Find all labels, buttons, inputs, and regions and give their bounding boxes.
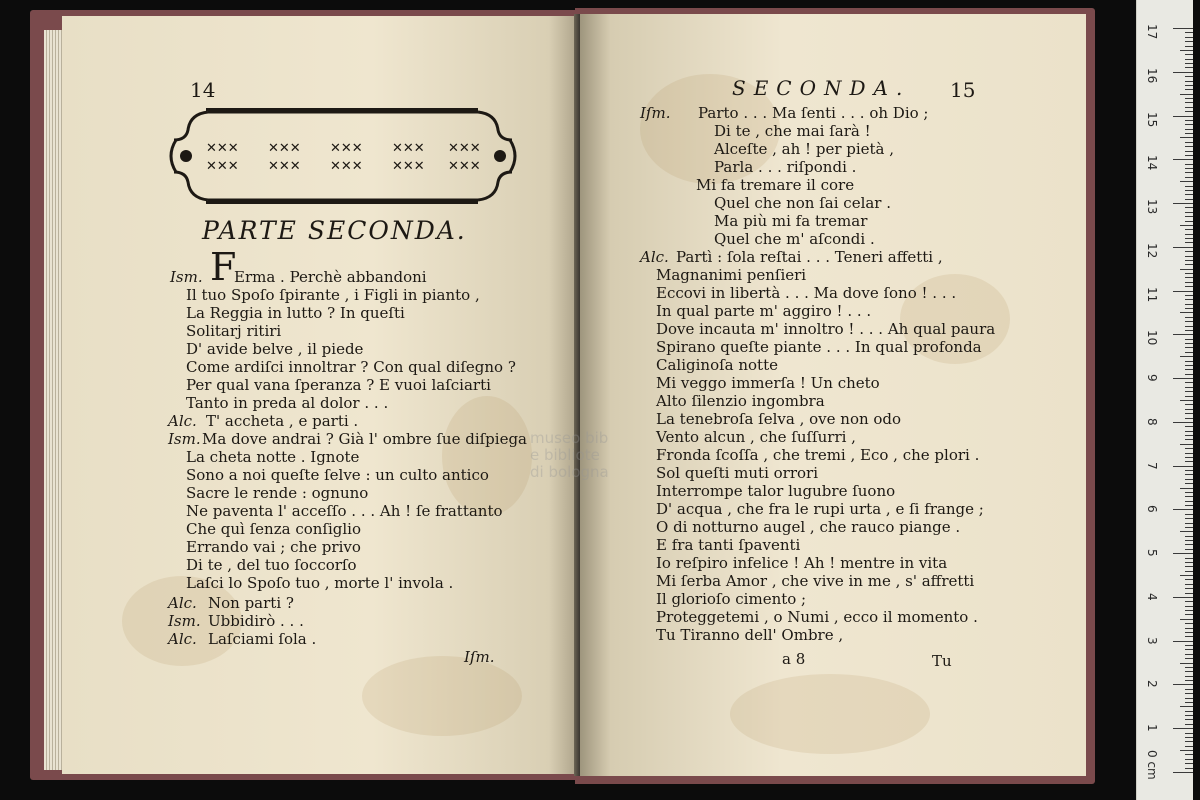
ruler-tick (1185, 562, 1193, 563)
ruler-label: 15 (1145, 111, 1159, 127)
section-title: PARTE SECONDA. (202, 216, 467, 245)
ruler-tick (1185, 361, 1193, 362)
ruler-tick (1185, 107, 1193, 108)
ruler-tick (1180, 137, 1193, 138)
ruler-tick (1180, 312, 1193, 313)
speaker-label: Iſm. (640, 104, 671, 122)
svg-text:✕✕✕: ✕✕✕ (268, 159, 301, 174)
ruler-tick (1185, 321, 1193, 322)
ruler-tick (1173, 772, 1193, 773)
ruler-tick (1185, 273, 1193, 274)
svg-text:✕✕✕: ✕✕✕ (330, 159, 363, 174)
speaker-label: Alc. (168, 594, 197, 612)
ruler-tick (1173, 641, 1193, 642)
ruler-tick (1185, 352, 1193, 353)
speaker-label: Ism. (168, 612, 201, 630)
ruler-tick (1185, 54, 1193, 55)
ruler-tick (1185, 514, 1193, 515)
ruler-tick (1185, 164, 1193, 165)
ruler-tick (1185, 439, 1193, 440)
verse-line: Erma . Perchè abbandoni (234, 268, 427, 286)
ruler-tick (1185, 221, 1193, 222)
left-page (62, 16, 580, 774)
ruler-tick (1185, 474, 1193, 475)
ruler-tick (1185, 374, 1193, 375)
ruler-tick (1185, 759, 1193, 760)
ruler-tick (1185, 741, 1193, 742)
ruler-tick (1185, 98, 1193, 99)
ruler-tick (1185, 396, 1193, 397)
ruler-tick (1185, 431, 1193, 432)
ruler-tick (1185, 702, 1193, 703)
ruler-tick (1185, 724, 1193, 725)
ruler-tick (1185, 536, 1193, 537)
verse-line: T' accheta , e parti . (206, 412, 359, 430)
verse-line: Mi fa tremare il core (696, 176, 855, 194)
ruler-tick (1185, 579, 1193, 580)
ruler-tick (1185, 671, 1193, 672)
ruler-tick (1180, 269, 1193, 270)
ruler-tick (1185, 190, 1193, 191)
ruler-tick (1185, 719, 1193, 720)
ruler-tick (1185, 120, 1193, 121)
ruler-tick (1173, 116, 1193, 117)
ruler-tick (1185, 186, 1193, 187)
ruler-tick (1185, 207, 1193, 208)
ruler-tick (1185, 628, 1193, 629)
ruler-tick (1185, 636, 1193, 637)
ruler-tick (1180, 488, 1193, 489)
ruler-label: 2 (1145, 680, 1159, 689)
ruler-tick (1185, 693, 1193, 694)
ruler-tick (1185, 172, 1193, 173)
ruler-label: 14 (1145, 155, 1159, 171)
verse-line: Laſciami ſola . (208, 630, 317, 648)
verse-line: Interrompe talor lugubre ſuono (656, 482, 896, 500)
ruler-tick (1185, 413, 1193, 414)
ruler-tick (1185, 733, 1193, 734)
verse-line: D' avide belve , il piede (186, 340, 364, 358)
ruler-tick (1180, 225, 1193, 226)
ruler-tick (1185, 282, 1193, 283)
verse-line: Fronda ſcoſſa , che tremi , Eco , che plori . (656, 446, 980, 464)
ruler-label: 4 (1145, 592, 1159, 601)
svg-text:✕✕✕: ✕✕✕ (268, 141, 301, 156)
ruler-tick (1180, 444, 1193, 445)
svg-text:✕✕✕: ✕✕✕ (392, 141, 425, 156)
ruler-tick (1185, 470, 1193, 471)
verse-line: E fra tanti ſpaventi (656, 536, 801, 554)
ruler-tick (1185, 754, 1193, 755)
verse-line: Proteggetemi , o Numi , ecco il momento . (656, 608, 978, 626)
ruler-tick (1185, 365, 1193, 366)
verse-line: Sol queſti muti orrori (656, 464, 819, 482)
paper-stain (362, 656, 522, 736)
ruler-tick (1173, 378, 1193, 379)
ruler-label: 1 (1145, 724, 1159, 732)
ruler-tick (1185, 457, 1193, 458)
verse-line: La tenebroſa ſelva , ove non odo (656, 410, 902, 428)
ruler-tick (1185, 479, 1193, 480)
ruler-tick (1185, 212, 1193, 213)
ruler-tick (1185, 544, 1193, 545)
ruler-tick (1185, 67, 1193, 68)
verse-line: Per qual vana ſperanza ? E vuoi laſciarti (186, 376, 491, 394)
verse-line: La cheta notte . Ignote (186, 448, 360, 466)
ruler-tick (1185, 453, 1193, 454)
ruler-tick (1185, 448, 1193, 449)
verse-line: Tu Tiranno dell' Ombre , (656, 626, 844, 644)
svg-text:✕✕✕: ✕✕✕ (448, 141, 481, 156)
ruler-tick (1185, 89, 1193, 90)
ruler-tick (1180, 750, 1193, 751)
svg-text:✕✕✕: ✕✕✕ (448, 159, 481, 174)
ruler-tick (1185, 501, 1193, 502)
verse-line: Di te , del tuo ſoccorſo (186, 556, 357, 574)
verse-line: Non parti ? (208, 594, 294, 612)
ruler-label: 7 (1145, 461, 1159, 470)
ruler-tick (1185, 584, 1193, 585)
ruler-tick (1185, 571, 1193, 572)
ruler-tick (1173, 203, 1193, 204)
ruler-tick (1185, 404, 1193, 405)
ruler-tick (1185, 295, 1193, 296)
ruler-tick (1180, 356, 1193, 357)
ruler-tick (1185, 102, 1193, 103)
verse-line: D' acqua , che fra le rupi urta , e ſi frange ; (656, 500, 984, 518)
verse-line: Errando vai ; che privo (186, 538, 361, 556)
verse-line: Ma dove andrai ? Già l' ombre ſue diſpiega (202, 430, 527, 448)
page-number: 14 (190, 78, 216, 102)
ruler-tick (1185, 588, 1193, 589)
verse-line: Ma più mi fa tremar (714, 212, 868, 230)
ruler-tick (1185, 426, 1193, 427)
verse-line: Vento alcun , che ſuſſurri , (656, 428, 856, 446)
ruler-tick (1185, 343, 1193, 344)
ruler-tick (1185, 256, 1193, 257)
svg-text:✕✕✕: ✕✕✕ (206, 159, 239, 174)
ruler-tick (1180, 619, 1193, 620)
ruler-label: 0 cm (1145, 750, 1159, 780)
ruler-tick (1185, 242, 1193, 243)
ruler-tick (1173, 509, 1193, 510)
verse-line: Ubbidirò . . . (208, 612, 304, 630)
verse-line: In qual parte m' aggiro ! . . . (656, 302, 872, 320)
ruler-tick (1173, 422, 1193, 423)
watermark-line: e bibliote (530, 446, 600, 464)
ruler-tick (1185, 418, 1193, 419)
ruler-tick (1185, 382, 1193, 383)
ruler-tick (1185, 558, 1193, 559)
speaker-label: Ism. (170, 268, 203, 286)
ruler-tick (1185, 129, 1193, 130)
paper-stain (730, 674, 930, 754)
ruler-tick (1173, 291, 1193, 292)
ruler-tick (1185, 177, 1193, 178)
ruler-tick (1185, 632, 1193, 633)
ruler-tick (1185, 623, 1193, 624)
svg-text:✕✕✕: ✕✕✕ (206, 141, 239, 156)
ruler-tick (1185, 610, 1193, 611)
ruler-label: 12 (1145, 242, 1159, 259)
verse-line: Eccovi in libertà . . . Ma dove ſono ! . . . (656, 284, 957, 302)
verse-line: Il glorioſo cimento ; (656, 590, 807, 608)
verse-line: Alto ſilenzio ingombra (656, 392, 825, 410)
speaker-label: Alc. (640, 248, 669, 266)
ruler-tick (1173, 466, 1193, 467)
ruler-tick (1185, 59, 1193, 60)
running-head: SECONDA. (732, 76, 911, 100)
ruler-tick (1185, 304, 1193, 305)
catchword: Tu (932, 652, 952, 670)
ruler-tick (1185, 606, 1193, 607)
ruler-tick (1185, 81, 1193, 82)
ruler-tick (1185, 667, 1193, 668)
speaker-label: Alc. (168, 630, 197, 648)
ruler-label: 13 (1145, 199, 1159, 215)
ruler-tick (1185, 518, 1193, 519)
ruler-tick (1185, 330, 1193, 331)
ruler-tick (1185, 649, 1193, 650)
library-watermark (530, 430, 680, 481)
ruler-tick (1185, 549, 1193, 550)
ruler-tick (1180, 531, 1193, 532)
verse-line: La Reggia in lutto ? In queſti (186, 304, 405, 322)
ruler-tick (1185, 326, 1193, 327)
ruler-tick (1173, 553, 1193, 554)
verse-line: Ne paventa l' acceſſo . . . Ah ! ſe frattanto (186, 502, 503, 520)
page-number: 15 (950, 78, 976, 102)
ruler-tick (1185, 37, 1193, 38)
ruler-tick (1185, 698, 1193, 699)
ruler-tick (1173, 728, 1193, 729)
ruler-tick (1185, 523, 1193, 524)
ruler-tick (1185, 286, 1193, 287)
ruler-tick (1185, 593, 1193, 594)
ruler-label: 17 (1145, 24, 1159, 40)
watermark-line: museo bib (530, 429, 609, 447)
verse-line: Tanto in preda al dolor . . . (186, 394, 389, 412)
ruler-tick (1185, 496, 1193, 497)
ruler-tick (1180, 50, 1193, 51)
ruler-label: 10 (1145, 330, 1159, 346)
ruler-tick (1185, 347, 1193, 348)
printer-signature: a 8 (782, 650, 806, 668)
ruler-tick (1185, 763, 1193, 764)
verse-line: Partì : ſola reſtai . . . Teneri affetti , (676, 248, 943, 266)
ruler-tick (1185, 46, 1193, 47)
ruler-label: 3 (1145, 636, 1159, 645)
verse-line: Dove incauta m' innoltro ! . . . Ah qual paura (656, 320, 996, 338)
ruler-tick (1185, 737, 1193, 738)
watermark-line: di bologna (530, 463, 609, 481)
ruler-tick (1185, 391, 1193, 392)
ruler-tick (1185, 260, 1193, 261)
ruler-tick (1185, 234, 1193, 235)
ruler-tick (1185, 32, 1193, 33)
ruler-label: 5 (1145, 549, 1159, 557)
ruler-tick (1185, 85, 1193, 86)
verse-line: Quel che m' aſcondi . (714, 230, 875, 248)
ruler-tick (1185, 146, 1193, 147)
ruler-tick (1185, 601, 1193, 602)
ruler-tick (1185, 168, 1193, 169)
ruler-tick (1185, 63, 1193, 64)
svg-text:✕✕✕: ✕✕✕ (392, 159, 425, 174)
ruler-tick (1185, 540, 1193, 541)
ruler-tick (1185, 711, 1193, 712)
verse-line: Caliginoſa notte (656, 356, 778, 374)
ruler-tick (1185, 238, 1193, 239)
ruler-tick (1185, 111, 1193, 112)
ruler-tick (1185, 194, 1193, 195)
verse-line: Che quì ſenza conſiglio (186, 520, 361, 538)
speaker-label: Ism. (168, 430, 201, 448)
ruler-tick (1185, 614, 1193, 615)
ruler-tick (1180, 706, 1193, 707)
ruler-tick (1185, 151, 1193, 152)
ruler-tick (1185, 387, 1193, 388)
verse-line: Come ardiſci innoltrar ? Con qual diſegno ? (186, 358, 516, 376)
ruler-label: 9 (1145, 374, 1159, 382)
verse-line: Sono a noi queſte ſelve : un culto antico (186, 466, 489, 484)
ruler-label: 8 (1145, 417, 1159, 426)
ruler-tick (1185, 251, 1193, 252)
ruler-tick (1185, 339, 1193, 340)
ruler-tick (1185, 76, 1193, 77)
ruler-tick (1185, 409, 1193, 410)
ruler-label: 6 (1145, 505, 1159, 514)
verse-line: Io reſpiro infelice ! Ah ! mentre in vita (656, 554, 948, 572)
ruler-tick (1185, 142, 1193, 143)
ruler-label: 11 (1145, 286, 1159, 302)
ruler-tick (1180, 181, 1193, 182)
ruler-tick (1185, 199, 1193, 200)
ruler-tick (1185, 658, 1193, 659)
svg-text:✕✕✕: ✕✕✕ (330, 141, 363, 156)
ruler-tick (1173, 159, 1193, 160)
verse-line: Parto . . . Ma ſenti . . . oh Dio ; (698, 104, 929, 122)
ruler-tick (1185, 527, 1193, 528)
ruler-tick (1185, 277, 1193, 278)
verse-line: Quel che non ſai celar . (714, 194, 892, 212)
ruler-tick (1173, 28, 1193, 29)
ruler-tick (1180, 94, 1193, 95)
verse-line: Solitarj ritiri (186, 322, 282, 340)
ruler-tick (1185, 41, 1193, 42)
verse-line: Alceſte , ah ! per pietà , (714, 140, 895, 158)
verse-line: Laſci lo Spoſo tuo , morte l' invola . (186, 574, 454, 592)
ruler-tick (1185, 308, 1193, 309)
ruler-tick (1180, 663, 1193, 664)
ruler-tick (1185, 715, 1193, 716)
ruler-tick (1185, 229, 1193, 230)
ruler-tick (1180, 575, 1193, 576)
ruler-tick (1173, 72, 1193, 73)
ruler-tick (1185, 680, 1193, 681)
ruler-tick (1185, 483, 1193, 484)
ruler-tick (1185, 645, 1193, 646)
ruler-tick (1185, 435, 1193, 436)
ruler-tick (1185, 317, 1193, 318)
drop-cap: F (210, 245, 237, 289)
ruler-tick (1185, 505, 1193, 506)
ruler-tick (1185, 264, 1193, 265)
ruler-tick (1185, 133, 1193, 134)
verse-line: Parla . . . riſpondi . (714, 158, 857, 176)
ruler-tick (1185, 299, 1193, 300)
ruler-tick (1185, 124, 1193, 125)
ornament-headpiece (168, 100, 518, 212)
verse-line: Sacre le rende : ognuno (186, 484, 369, 502)
ruler-tick (1185, 768, 1193, 769)
ruler-tick (1185, 654, 1193, 655)
ruler-tick (1173, 597, 1193, 598)
ruler-tick (1173, 334, 1193, 335)
ruler-tick (1185, 689, 1193, 690)
verse-line: Magnanimi penſieri (656, 266, 807, 284)
catchword: Iſm. (464, 648, 495, 666)
ruler-tick (1185, 155, 1193, 156)
measuring-ruler (1136, 0, 1193, 800)
ruler-label: 16 (1145, 67, 1159, 84)
ruler-tick (1185, 216, 1193, 217)
verse-line: Il tuo Spoſo ſpirante , i Figli in pianto , (186, 286, 480, 304)
ruler-tick (1173, 684, 1193, 685)
ruler-tick (1185, 461, 1193, 462)
verse-line: Mi ſerba Amor , che vive in me , s' affretti (656, 572, 975, 590)
verse-line: Spirano queſte piante . . . In qual profonda (656, 338, 982, 356)
ruler-tick (1173, 247, 1193, 248)
ruler-tick (1185, 746, 1193, 747)
verse-line: O di notturno augel , che rauco piange . (656, 518, 961, 536)
verse-line: Di te , che mai ſarà ! (714, 122, 871, 140)
ruler-tick (1185, 369, 1193, 370)
ruler-tick (1185, 492, 1193, 493)
right-page (580, 14, 1086, 776)
speaker-label: Alc. (168, 412, 197, 430)
verse-line: Mi veggo immerſa ! Un cheto (656, 374, 880, 392)
ruler-tick (1180, 400, 1193, 401)
ruler-tick (1185, 676, 1193, 677)
ruler-tick (1185, 566, 1193, 567)
paper-stain (442, 396, 532, 516)
